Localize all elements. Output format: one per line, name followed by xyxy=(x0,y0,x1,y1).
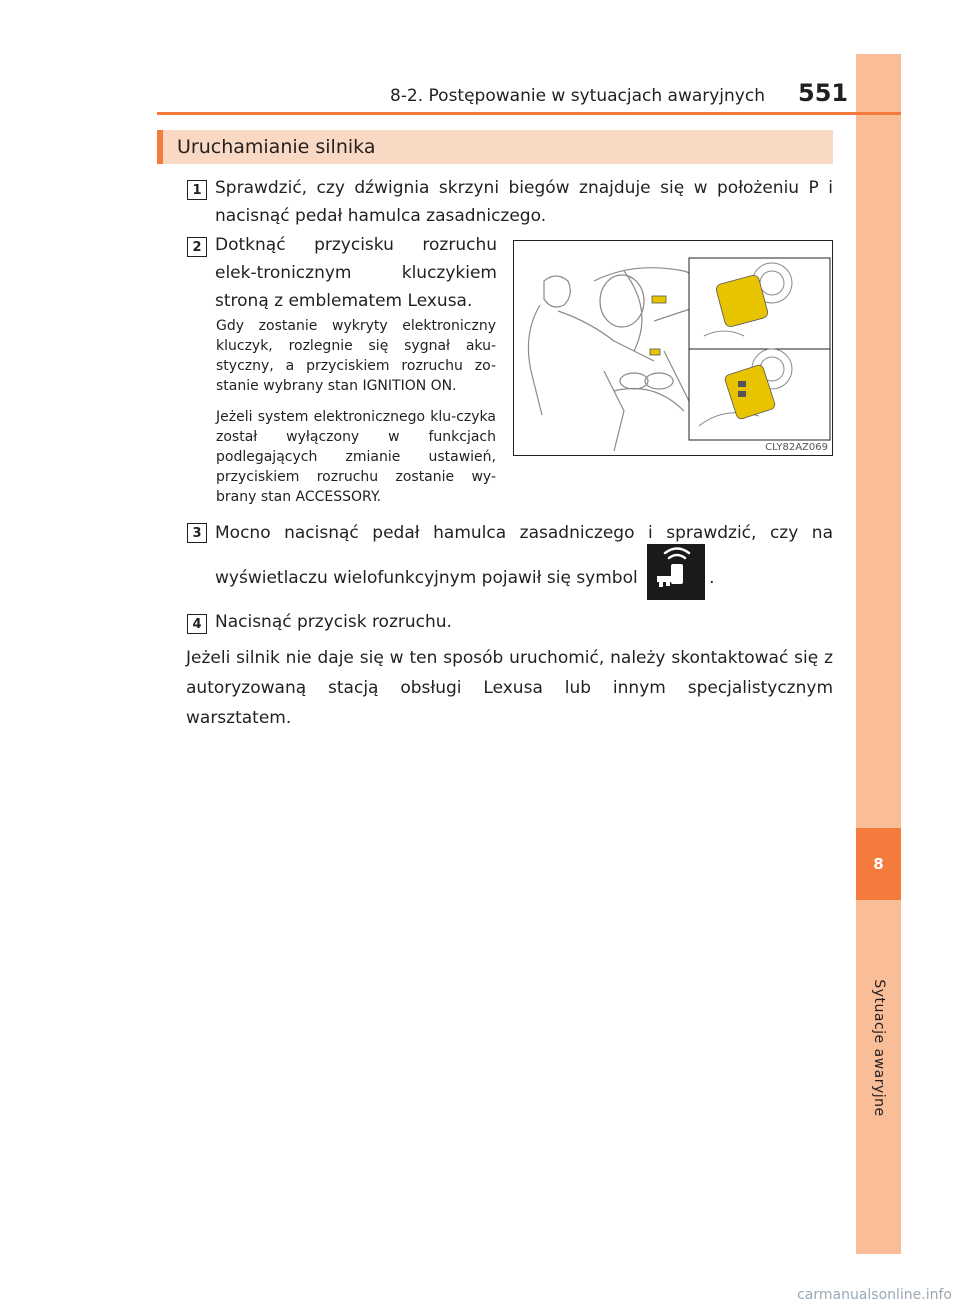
section-title: Uruchamianie silnika xyxy=(177,136,376,158)
illustration-drawing xyxy=(514,241,833,456)
step-2-text: Dotknąć przycisku rozruchu elek-tronicznym kluczykiem stroną z emblematem Lexusa. xyxy=(215,235,497,311)
closing-paragraph: Jeżeli silnik nie daje się w ten sposób uruchomić, należy skontaktować się z autoryzowaną stacją obsługi Lexusa lub innym specjalistycznym warsztatem. xyxy=(186,648,833,728)
illustration-start-button xyxy=(513,240,833,456)
step-3-text-before: Mocno nacisnąć pedał hamulca zasadniczego i sprawdzić, czy na wyświetlaczu wielofunkcyjnym pojawił się symbol xyxy=(215,523,833,588)
step-2-note-1: Gdy zostanie wykryty elektroniczny kluczyk, rozlegnie się sygnał aku-styczny, a przyciskiem rozruchu zo-stanie wybrany stan IGNITION ON. xyxy=(216,318,496,394)
chapter-number-tab: 8 xyxy=(856,828,901,900)
footer-watermark: carmanualsonline.info xyxy=(797,1287,952,1303)
step-4-text: Nacisnąć przycisk rozruchu. xyxy=(215,612,452,632)
step-2-note-2: Jeżeli system elektronicznego klu-czyka został wyłączony w funkcjach podlegających zmianie ustawień, przyciskiem rozruchu zostanie wy-brany stan ACCESSORY. xyxy=(216,409,496,505)
step-number-4: 4 xyxy=(187,614,207,634)
figure-code: CLY82AZ069 xyxy=(765,442,828,453)
section-heading xyxy=(157,130,833,164)
step-3-text-after: . xyxy=(709,568,715,588)
step-1-text: Sprawdzić, czy dźwignia skrzyni biegów znajduje się w położeniu P i nacisnąć pedał hamulca zasadniczego. xyxy=(215,178,833,226)
step-number-3: 3 xyxy=(187,523,207,543)
page-number: 551 xyxy=(798,79,849,107)
header-rule xyxy=(157,112,901,115)
step-number-2: 2 xyxy=(187,237,207,257)
step-number-1: 1 xyxy=(187,180,207,200)
step-3-text xyxy=(215,517,833,606)
chapter-title-vertical: Sytuacje awaryjne xyxy=(871,979,887,1117)
key-indicator-icon xyxy=(647,544,705,600)
running-header-title: 8-2. Postępowanie w sytuacjach awaryjnych xyxy=(389,86,765,106)
